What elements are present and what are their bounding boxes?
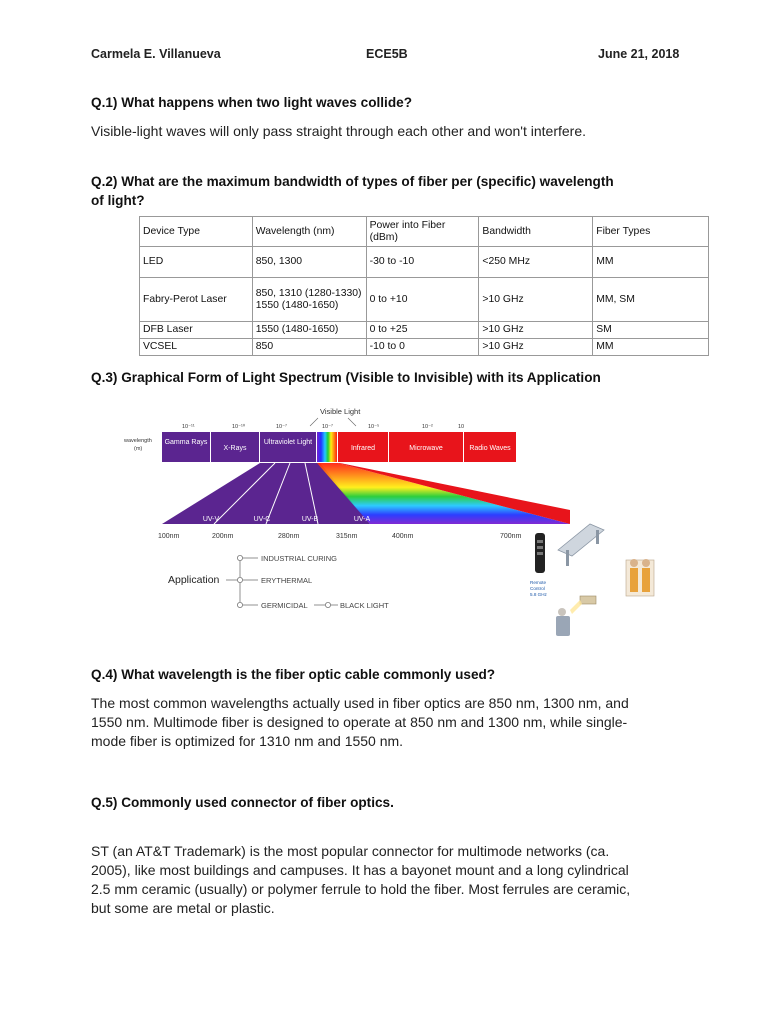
wavelength-axis-label: wavelength [124, 438, 152, 444]
application-node [237, 577, 242, 582]
application-node [325, 602, 330, 607]
table-cell: <250 MHz [479, 247, 593, 278]
answer-5-line: 2.5 mm ceramic (usually) or polymer ferrule to hold the fiber. Most ferrules are ceramic, [91, 881, 631, 897]
table-cell: MM [593, 247, 709, 278]
fiber-types-table [139, 216, 709, 356]
table-row [140, 322, 709, 339]
remote-caption: Control [530, 586, 545, 591]
body-temperature-icon [626, 559, 654, 596]
remote-caption: Remote [530, 580, 547, 585]
question-2-line-1: Q.2) What are the maximum bandwidth of types of fiber per (specific) wavelength [91, 174, 614, 189]
table-cell: -10 to 0 [366, 339, 479, 356]
question-1: Q.1) What happens when two light waves collide? [91, 95, 412, 110]
band-label: Ultraviolet Light [263, 439, 313, 446]
heating-equipment-icon [558, 524, 604, 566]
document-date: June 21, 2018 [598, 47, 680, 61]
table-cell: SM [593, 322, 709, 339]
table-row [140, 278, 709, 322]
table-cell: LED [140, 247, 253, 278]
table-row [140, 339, 709, 356]
temperature-sensor-icon [556, 596, 596, 636]
table-cell: Fabry-Perot Laser [140, 278, 253, 322]
question-4: Q.4) What wavelength is the fiber optic cable commonly used? [91, 667, 496, 682]
table-cell: DFB Laser [140, 322, 253, 339]
application-item: BLACK LIGHT [340, 601, 389, 610]
nm-tick-label: 100nm [158, 533, 180, 540]
band-label: Gamma Rays [164, 439, 208, 446]
answer-5-line: 2005), like most buildings and campuses. It has a bayonet mount and a long cylindrical [91, 862, 629, 878]
uv-band-label: UV-V [202, 516, 220, 523]
table-cell: VCSEL [140, 339, 253, 356]
band-label: X-Rays [223, 445, 247, 452]
nm-tick-label: 200nm [212, 533, 234, 540]
band-visible [317, 432, 337, 462]
band-label: Infrared [350, 445, 376, 452]
answer-5-line: but some are metal or plastic. [91, 900, 275, 916]
course-code: ECE5B [366, 47, 408, 61]
visible-light-label: Visible Light [320, 407, 361, 416]
remote-caption: 5.8 GHz [530, 592, 547, 597]
uv-band-label: UV-B [301, 516, 319, 523]
exponent-label: 10⁻² [422, 424, 433, 430]
band-label: Microwave [409, 445, 443, 452]
question-3: Q.3) Graphical Form of Light Spectrum (Visible to Invisible) with its Application [91, 370, 601, 385]
table-cell: -30 to -10 [366, 247, 479, 278]
exponent-label: 10 [458, 424, 465, 430]
table-cell: >10 GHz [479, 322, 593, 339]
nm-tick-label: 700nm [500, 533, 522, 540]
table-cell: 0 to +25 [366, 322, 479, 339]
answer-1: Visible-light waves will only pass straight through each other and won't interfere. [91, 123, 587, 139]
exponent-label: 10⁻⁷ [276, 424, 288, 430]
author-name: Carmela E. Villanueva [91, 47, 221, 61]
table-header-row [140, 217, 709, 247]
application-item: INDUSTRIAL CURING [261, 554, 337, 563]
answer-4-line: 1550 nm. Multimode fiber is designed to operate at 850 nm and 1300 nm, while single- [91, 714, 628, 730]
table-cell: MM [593, 339, 709, 356]
application-item: ERYTHERMAL [261, 576, 313, 585]
remote-control-icon [535, 533, 545, 573]
exponent-label: 10⁻¹¹ [182, 424, 195, 430]
table-header-cell: Power into Fiber (dBm) [366, 217, 479, 247]
exponent-label: 10⁻¹⁰ [232, 424, 246, 430]
exponent-label: 10⁻⁷ [322, 424, 334, 430]
table-header-cell: Bandwidth [479, 217, 593, 247]
nm-tick-label: 400nm [392, 533, 414, 540]
uv-band-label: UV-A [353, 516, 371, 523]
application-node [237, 555, 242, 560]
table-cell: 850, 1300 [252, 247, 366, 278]
band-gamma-rays [162, 432, 210, 462]
application-item: GERMICIDAL [261, 601, 308, 610]
table-header-cell: Fiber Types [593, 217, 709, 247]
answer-4-line: mode fiber is optimized for 1310 nm and 1550 nm. [91, 733, 404, 749]
nm-tick-label: 280nm [278, 533, 300, 540]
band-label: Radio Waves [469, 445, 511, 452]
table-cell: 850, 1310 (1280-1330) 1550 (1480-1650) [252, 278, 366, 322]
application-node [237, 602, 242, 607]
question-5: Q.5) Commonly used connector of fiber optics. [91, 795, 394, 810]
question-2-line-2: of light? [91, 193, 145, 208]
light-spectrum-figure [110, 400, 670, 658]
uv-band-label: UV-C [253, 516, 271, 523]
table-row [140, 247, 709, 278]
table-cell: >10 GHz [479, 278, 593, 322]
table-cell: 0 to +10 [366, 278, 479, 322]
band-ultraviolet [260, 432, 316, 462]
table-cell: MM, SM [593, 278, 709, 322]
table-header-cell: Device Type [140, 217, 253, 247]
table-cell: 1550 (1480-1650) [252, 322, 366, 339]
table-cell: 850 [252, 339, 366, 356]
wavelength-axis-unit: (m) [134, 446, 143, 452]
answer-5-line: ST (an AT&T Trademark) is the most popular connector for multimode networks (ca. [91, 843, 610, 859]
table-cell: >10 GHz [479, 339, 593, 356]
application-label: Application [168, 574, 220, 586]
table-header-cell: Wavelength (nm) [252, 217, 366, 247]
answer-4-line: The most common wavelengths actually used in fiber optics are 850 nm, 1300 nm, and [91, 695, 629, 711]
exponent-label: 10⁻⁵ [368, 424, 380, 430]
nm-tick-label: 315nm [336, 533, 358, 540]
